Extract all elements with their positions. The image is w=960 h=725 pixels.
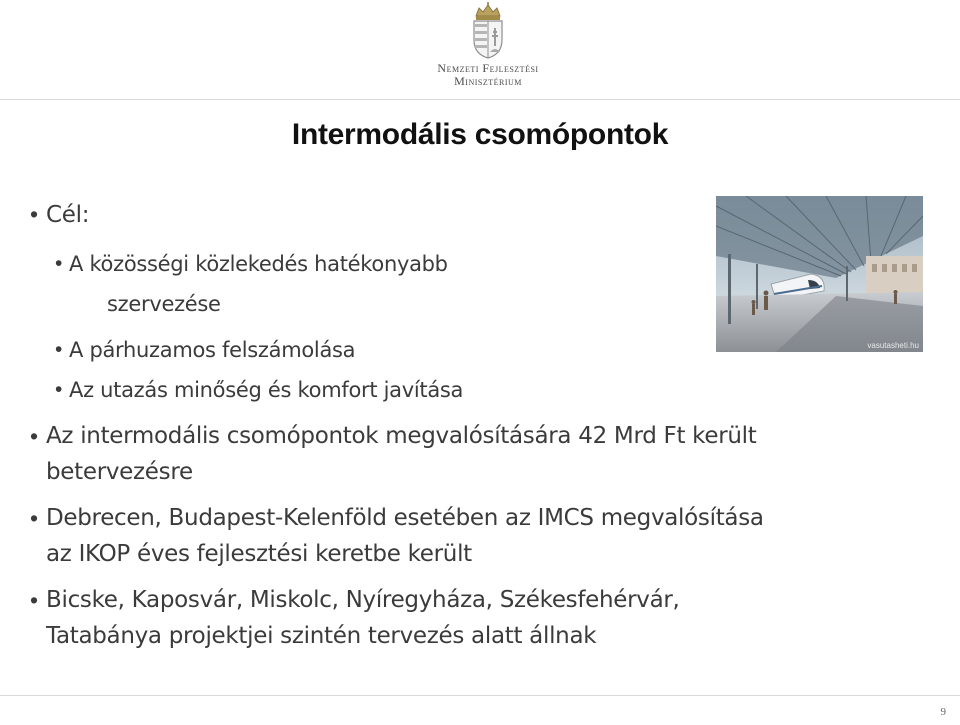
logo-text-line2: Minisztérium bbox=[454, 74, 522, 88]
bullet-line: Az intermodális csomópontok megvalósítására 42 Mrd Ft került bbox=[46, 423, 757, 449]
bullet-dot: • bbox=[30, 587, 39, 613]
sub-bullet: A párhuzamos felszámolása bbox=[69, 338, 356, 362]
bullet-dot: • bbox=[55, 338, 63, 361]
sub-bullet: A közösségi közlekedés hatékonyabb bbox=[69, 252, 448, 276]
page-number: 9 bbox=[940, 706, 946, 718]
bullet-dot: • bbox=[30, 423, 39, 449]
bullet-line: betervezésre bbox=[46, 459, 193, 485]
bullet-dot: • bbox=[55, 378, 63, 401]
slide-title: Intermodális csomópontok bbox=[291, 118, 669, 151]
logo-text-line1: Nemzeti Fejlesztési bbox=[437, 61, 539, 75]
bullet-line: Debrecen, Budapest-Kelenföld esetében az IMCS megvalósítása bbox=[46, 505, 764, 531]
bullet-line: az IKOP éves fejlesztési keretbe került bbox=[46, 541, 472, 567]
sub-bullet-continuation: szervezése bbox=[107, 292, 221, 316]
bullet-dot: • bbox=[30, 201, 39, 227]
bullet-dot: • bbox=[30, 505, 39, 531]
photo-credit: vasutasheti.hu bbox=[867, 341, 919, 350]
goal-label: Cél: bbox=[46, 202, 90, 228]
footer-divider bbox=[0, 695, 960, 696]
bullet-dot: • bbox=[55, 252, 63, 275]
bullet-line: Bicske, Kaposvár, Miskolc, Nyíregyháza, Székesfehérvár, bbox=[46, 587, 680, 613]
bullet-line: Tatabánya projektjei szintén tervezés alatt állnak bbox=[46, 623, 597, 649]
sub-bullet: Az utazás minőség és komfort javítása bbox=[69, 378, 464, 402]
